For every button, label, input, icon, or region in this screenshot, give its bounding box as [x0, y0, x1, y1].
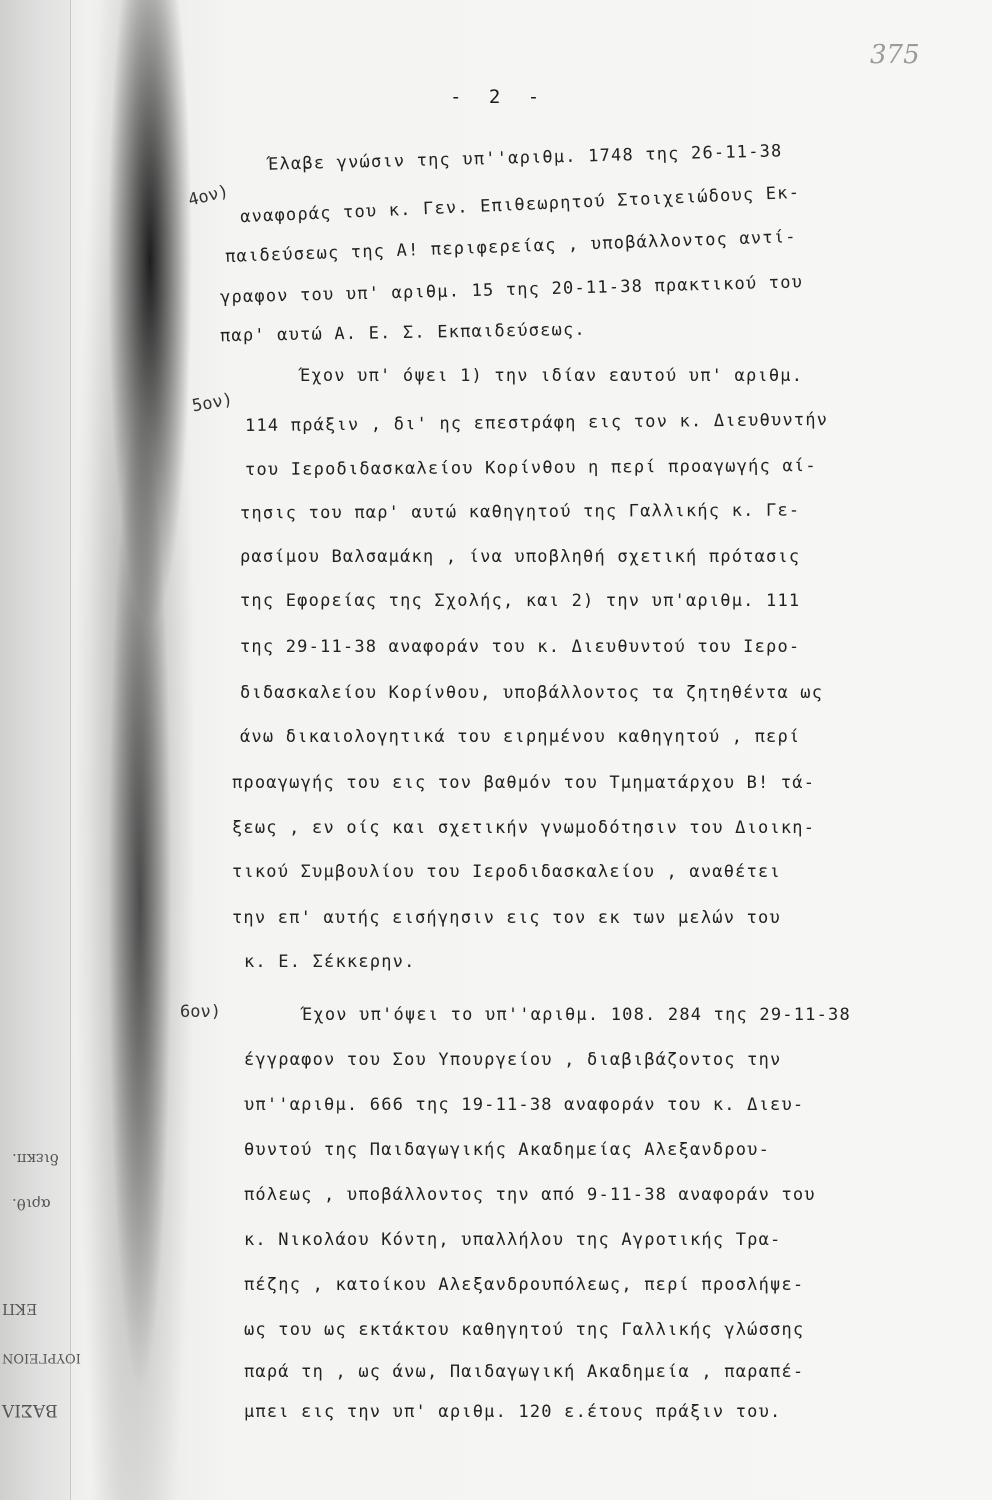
text-line: γραφον του υπ' αριθμ. 15 της 20-11-38 πρακτικού του	[219, 272, 804, 308]
text-line: μπει εις την υπ' αριθμ. 120 ε.έτους πράξιν του.	[244, 1402, 782, 1422]
text-line: Έχον υπ' όψει 1) την ιδίαν εαυτού υπ' αριθμ.	[300, 366, 804, 386]
text-line: τικού Συμβουλίου του Ιεροδιδασκαλείου , αναθέτει	[232, 862, 781, 882]
text-line: παρά τη , ως άνω, Παιδαγωγική Ακαδημεία , παραπέ-	[244, 1362, 805, 1382]
text-line: άνω δικαιολογητικά του ειρημένου καθηγητού , περί	[240, 727, 801, 747]
text-line: την επ' αυτής εισήγησιν εις τον εκ των μελών του	[232, 908, 781, 928]
text-line: αναφοράς του κ. Γεν. Επιθεωρητού Στοιχειώδους Εκ-	[239, 182, 801, 228]
text-line: της 29-11-38 αναφοράν του κ. Διευθυντού του Ιερο-	[240, 637, 801, 657]
item-number-4: 4ον)	[186, 181, 231, 211]
text-line: υπ''αριθμ. 666 της 19-11-38 αναφοράν του κ. Διευ-	[244, 1095, 805, 1115]
binding-fragment: ΕΚΠ	[2, 1300, 38, 1318]
binding-fragment: ΙΟΥΡΓΕΙΟΝ	[2, 1350, 81, 1365]
text-line: διδασκαλείου Κορίνθου, υποβάλλοντος τα ζητηθέντα ως	[240, 683, 824, 703]
text-line: παρ' αυτώ Α. Ε. Σ. Εκπαιδεύσεως.	[219, 319, 587, 347]
text-line: πέζης , κατοίκου Αλεξανδρουπόλεως, περί προσλήψε-	[244, 1275, 805, 1295]
text-line: ως του ως εκτάκτου καθηγητού της Γαλλικής γλώσσης	[244, 1320, 805, 1340]
text-line: κ. Ε. Σέκκερην.	[244, 952, 416, 972]
text-line: Έλαβε γνώσιν της υπ''αριθμ. 1748 της 26-11-38	[267, 141, 783, 175]
text-line: της Εφορείας της Σχολής, και 2) την υπ'αριθμ. 111	[240, 591, 801, 611]
binding-fragment: αριθ.	[12, 1195, 51, 1213]
page-number: - 2 -	[450, 86, 548, 108]
text-line: κ. Νικολάου Κόντη, υπαλλήλου της Αγροτικής Τρα-	[244, 1230, 782, 1250]
binding-fragment: διεκπ.	[12, 1150, 59, 1168]
archive-number: 375	[870, 40, 920, 70]
text-line: θυντού της Παιδαγωγικής Ακαδημείας Αλεξανδρου-	[244, 1140, 771, 1160]
text-line: πόλεως , υποβάλλοντος την από 9-11-38 αναφοράν του	[244, 1185, 816, 1205]
text-line: παιδεύσεως της Α! περιφερείας , υποβάλλοντος αντί-	[224, 227, 797, 267]
text-line: Έχον υπ'όψει το υπ''αριθμ. 108. 284 της 29-11-38	[302, 1005, 851, 1025]
item-number-5: 5ον)	[190, 389, 235, 417]
text-line: ρασίμου Βαλσαμάκη , ίνα υποβληθή σχετική πρότασις	[240, 547, 801, 567]
text-line: 114 πράξιν , δι' ης επεστράφη εις τον κ. Διευθυντήν	[244, 409, 829, 437]
binding-fragment: ΒΑΣΙΛ	[2, 1400, 58, 1420]
text-line: έγγραφον του Σου Υπουργείου , διαβιβάζοντος την	[244, 1050, 782, 1070]
text-line: τησις του παρ' αυτώ καθηγητού της Γαλλικής κ. Γε-	[239, 500, 801, 524]
binding-strip	[0, 0, 81, 1500]
text-line: ξεως , εν οίς και σχετικήν γνωμοδότησιν του Διοικη-	[232, 818, 816, 838]
item-number-6: 6ον)	[180, 1002, 221, 1022]
text-line: προαγωγής του εις τον βαθμόν του Τμηματάρχου Β! τά-	[232, 773, 816, 793]
text-line: του Ιεροδιδασκαλείου Κορίνθου η περί προαγωγής αί-	[244, 456, 817, 480]
